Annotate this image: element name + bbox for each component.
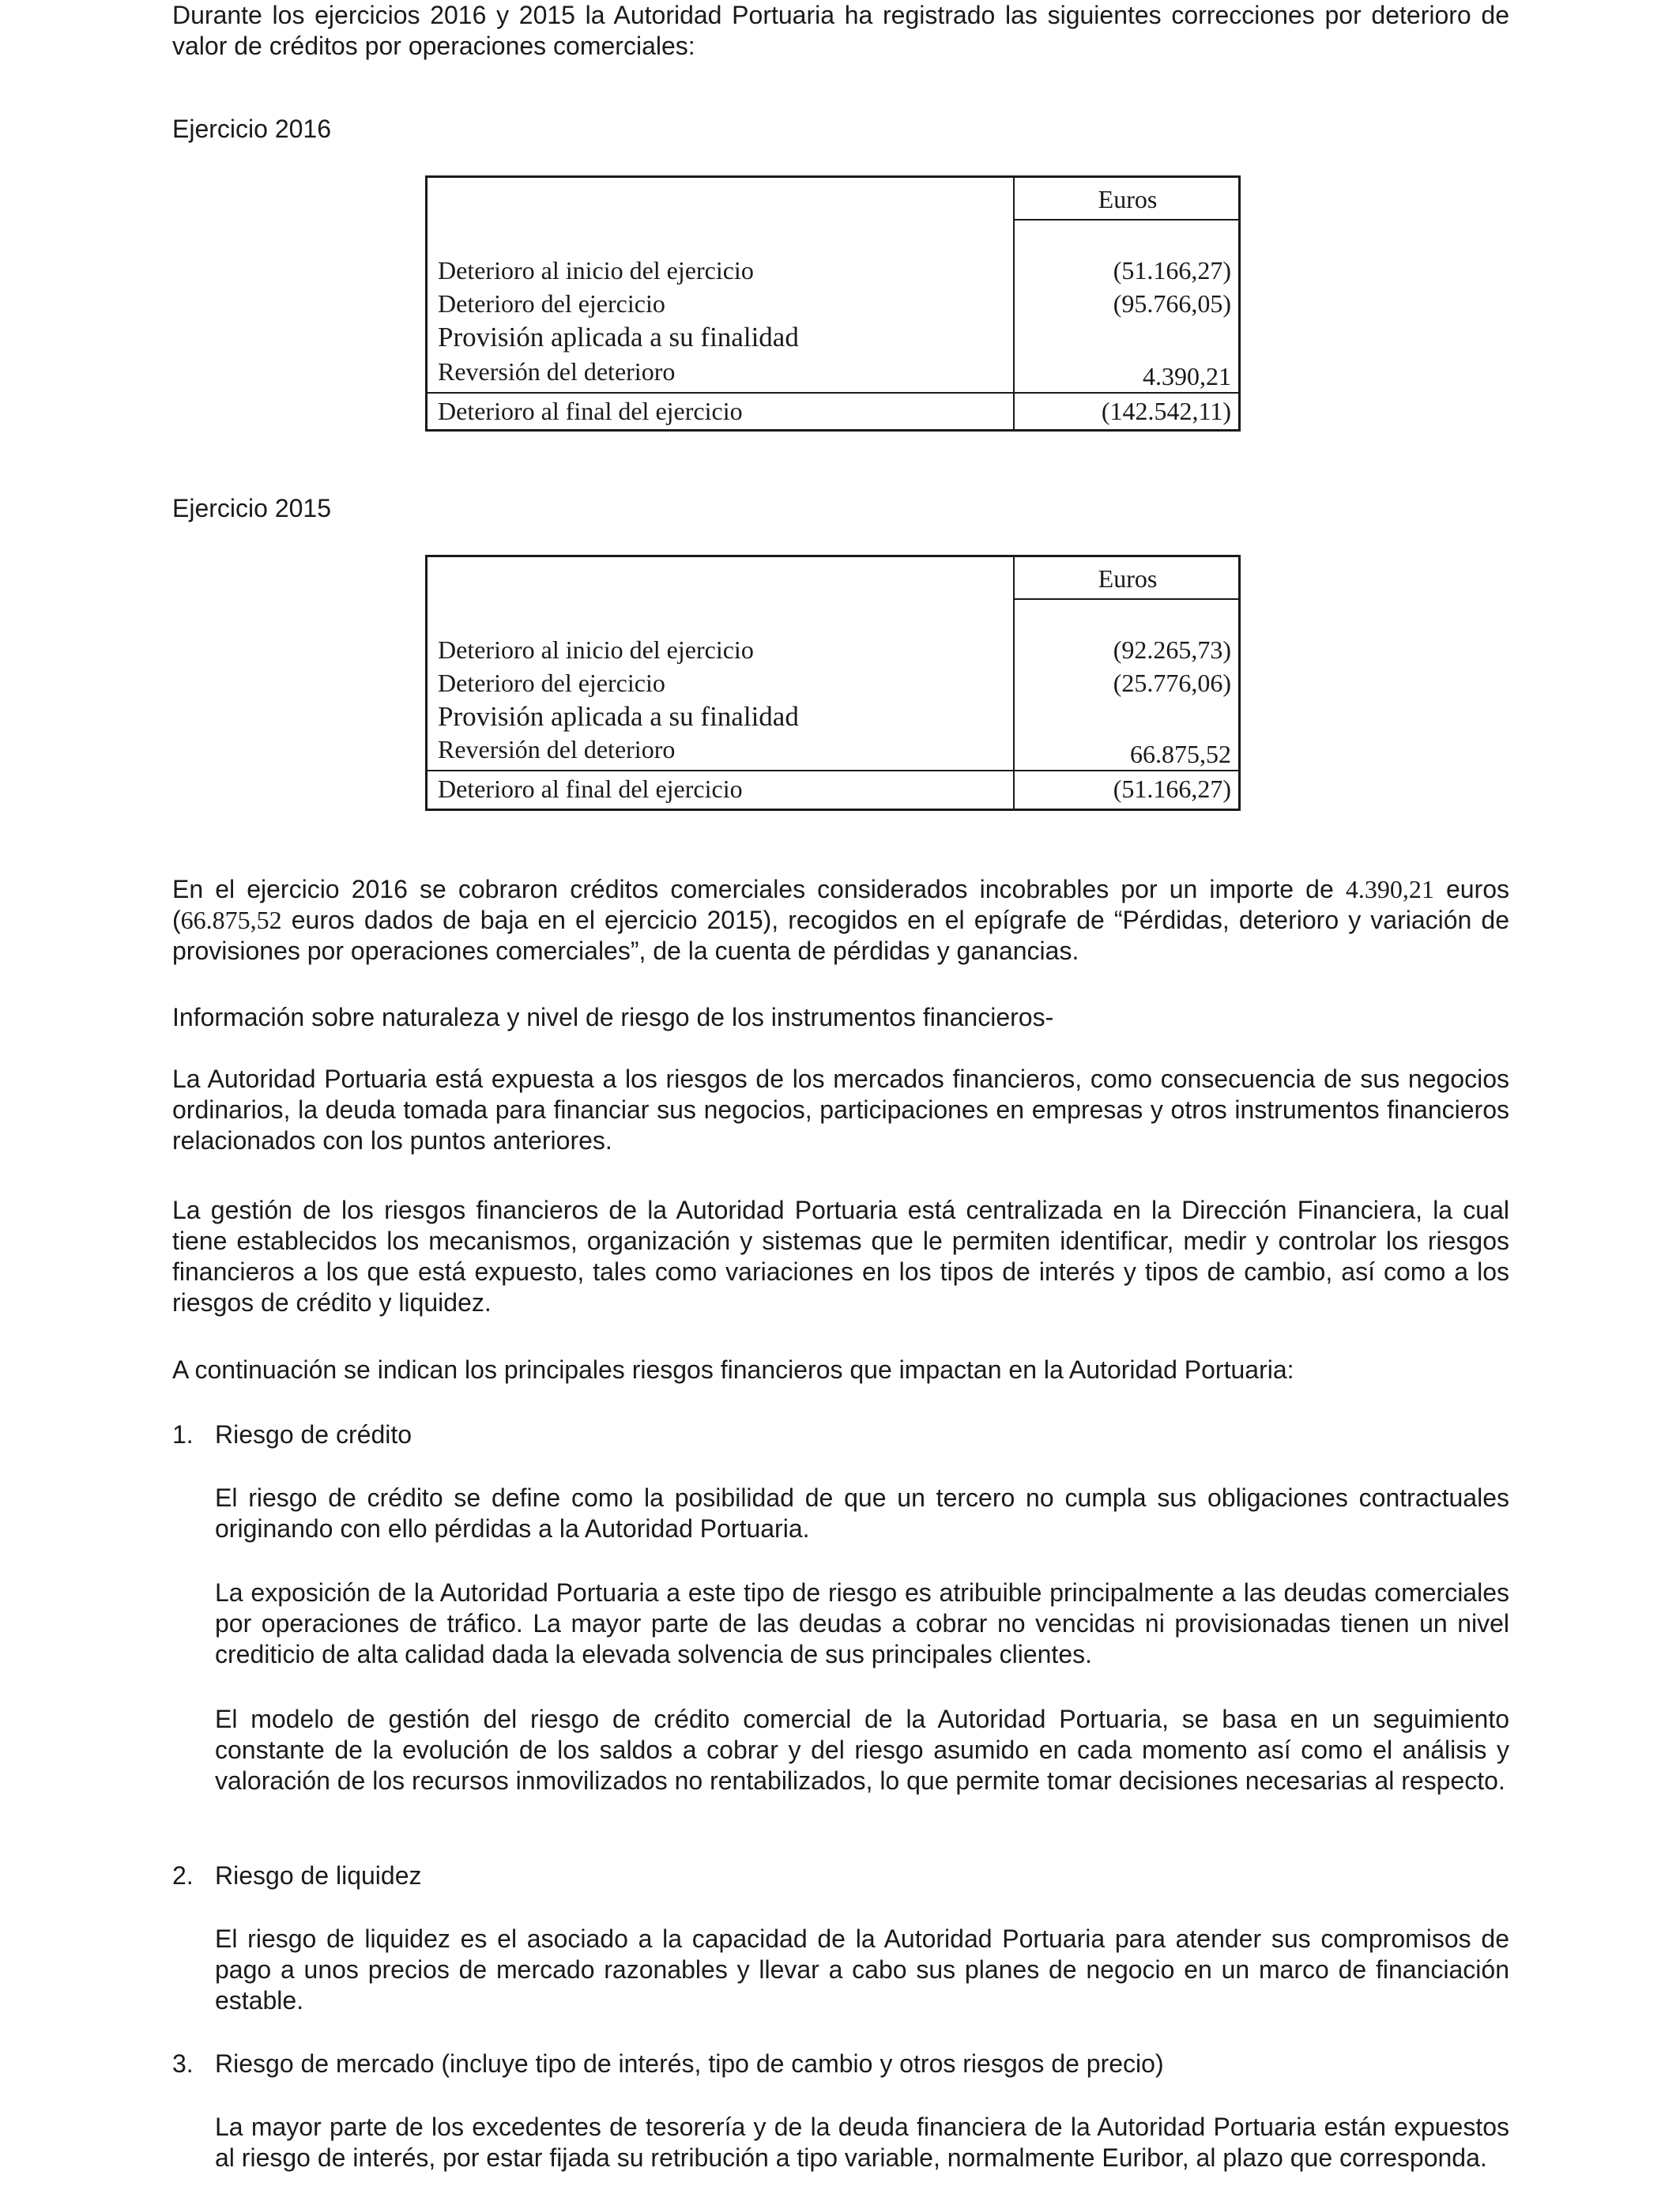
row-value: 66.875,52 [1130, 740, 1231, 768]
row-label: Deterioro del ejercicio [438, 669, 665, 697]
risk-paragraph: El modelo de gestión del riesgo de crédito comercial de la Autoridad Portuaria, se basa en un seguimiento constante de la evolución de los saldos a cobrar y del riesgo asumido en cada momento así como el análisis y valoración de los recursos inmovilizados no rentabilizados, lo que permite tomar decisiones necesarias al respecto. [215, 1705, 1509, 1795]
row-label: Deterioro al inicio del ejercicio [438, 256, 754, 285]
row-label: Reversión del deterioro [438, 735, 676, 763]
risk-paragraph: El riesgo de crédito se define como la posibilidad de que un tercero no cumpla sus obligaciones contractuales originando con ello pérdidas a la Autoridad Portuaria. [215, 1483, 1509, 1543]
total-label: Deterioro al final del ejercicio [438, 775, 743, 803]
row-value: (95.766,05) [1113, 289, 1231, 318]
table-2015-heading: Ejercicio 2015 [172, 494, 331, 522]
row-value: (25.776,06) [1113, 669, 1231, 697]
column-header-euros: Euros [1098, 564, 1158, 593]
risk-title: Riesgo de mercado (incluye tipo de interés, tipo de cambio y otros riesgos de precio) [215, 2049, 1164, 2078]
row-value: 4.390,21 [1143, 362, 1231, 390]
collection-text-3: euros dados de baja en el ejercicio 2015), recogidos en el epígrafe de “Pérdidas, deterioro y variación de provisiones por operaciones comerciales”, de la cuenta de pérdidas y ganancias. [172, 906, 1509, 965]
risk-number: 1. [172, 1420, 194, 1449]
risk-title: Riesgo de crédito [215, 1420, 412, 1449]
risk-paragraph: El riesgo de liquidez es el asociado a la capacidad de la Autoridad Portuaria para atender sus compromisos de pago a unos precios de mercado razonables y llevar a cabo sus planes de negocio en un marco de financiación estable. [215, 1924, 1509, 2015]
intro-paragraph: Durante los ejercicios 2016 y 2015 la Autoridad Portuaria ha registrado las siguientes correcciones por deterioro de valor de créditos por operaciones comerciales: [172, 1, 1509, 60]
total-value: (51.166,27) [1113, 775, 1231, 803]
total-value: (142.542,11) [1101, 397, 1231, 425]
risk-number: 3. [172, 2049, 194, 2078]
row-label: Reversión del deterioro [438, 357, 676, 386]
table-2016-heading: Ejercicio 2016 [172, 115, 331, 143]
row-value: (92.265,73) [1113, 635, 1231, 664]
row-value: (51.166,27) [1113, 256, 1231, 285]
collection-amount-2015: 66.875,52 [180, 906, 282, 934]
risk-paragraph: La exposición de la Autoridad Portuaria a este tipo de riesgo es atribuible principalmente a las deudas comerciales por operaciones de tráfico. La mayor parte de las deudas a cobrar no vencidas ni provisionadas tienen un nivel crediticio de alta calidad dada la elevada solvencia de sus principales clientes. [215, 1578, 1509, 1668]
collection-paragraph [172, 874, 1509, 967]
risk-heading: Información sobre naturaleza y nivel de riesgo de los instrumentos financieros- [172, 1003, 1054, 1031]
table-2016 [425, 175, 1241, 432]
collection-text-1: En el ejercicio 2016 se cobraron créditos comerciales considerados incobrables por un importe de [172, 875, 1346, 903]
table-2015 [425, 555, 1241, 811]
collection-amount-2016: 4.390,21 [1345, 875, 1434, 903]
row-label: Deterioro al inicio del ejercicio [438, 635, 754, 664]
risk-management-paragraph: La gestión de los riesgos financieros de la Autoridad Portuaria está centralizada en la Dirección Financiera, la cual tiene establecidos los mecanismos, organización y sistemas que le permiten identificar, medir y controlar los riesgos financieros a los que está expuesto, tales como variaciones en los tipos de interés y tipos de cambio, así como a los riesgos de crédito y liquidez. [172, 1196, 1509, 1317]
column-header-euros: Euros [1098, 185, 1158, 213]
risk-list-intro: A continuación se indican los principales riesgos financieros que impactan en la Autoridad Portuaria: [172, 1355, 1294, 1384]
total-label: Deterioro al final del ejercicio [438, 397, 743, 425]
row-label: Deterioro del ejercicio [438, 289, 665, 318]
collection-text-2: euros ( [172, 875, 1510, 934]
risk-title: Riesgo de liquidez [215, 1861, 422, 1890]
risk-intro-paragraph: La Autoridad Portuaria está expuesta a los riesgos de los mercados financieros, como consecuencia de sus negocios ordinarios, la deuda tomada para financiar sus negocios, participaciones en empresas y otros instrumentos financieros relacionados con los puntos anteriores. [172, 1065, 1509, 1155]
risk-paragraph: La mayor parte de los excedentes de tesorería y de la deuda financiera de la Autoridad Portuaria están expuestos al riesgo de interés, por estar fijada su retribución a tipo variable, normalmente Euribor, al plazo que corresponda. [215, 2113, 1509, 2172]
row-label: Provisión aplicada a su finalidad [438, 322, 799, 352]
row-label: Provisión aplicada a su finalidad [438, 701, 799, 732]
risk-number: 2. [172, 1861, 194, 1890]
